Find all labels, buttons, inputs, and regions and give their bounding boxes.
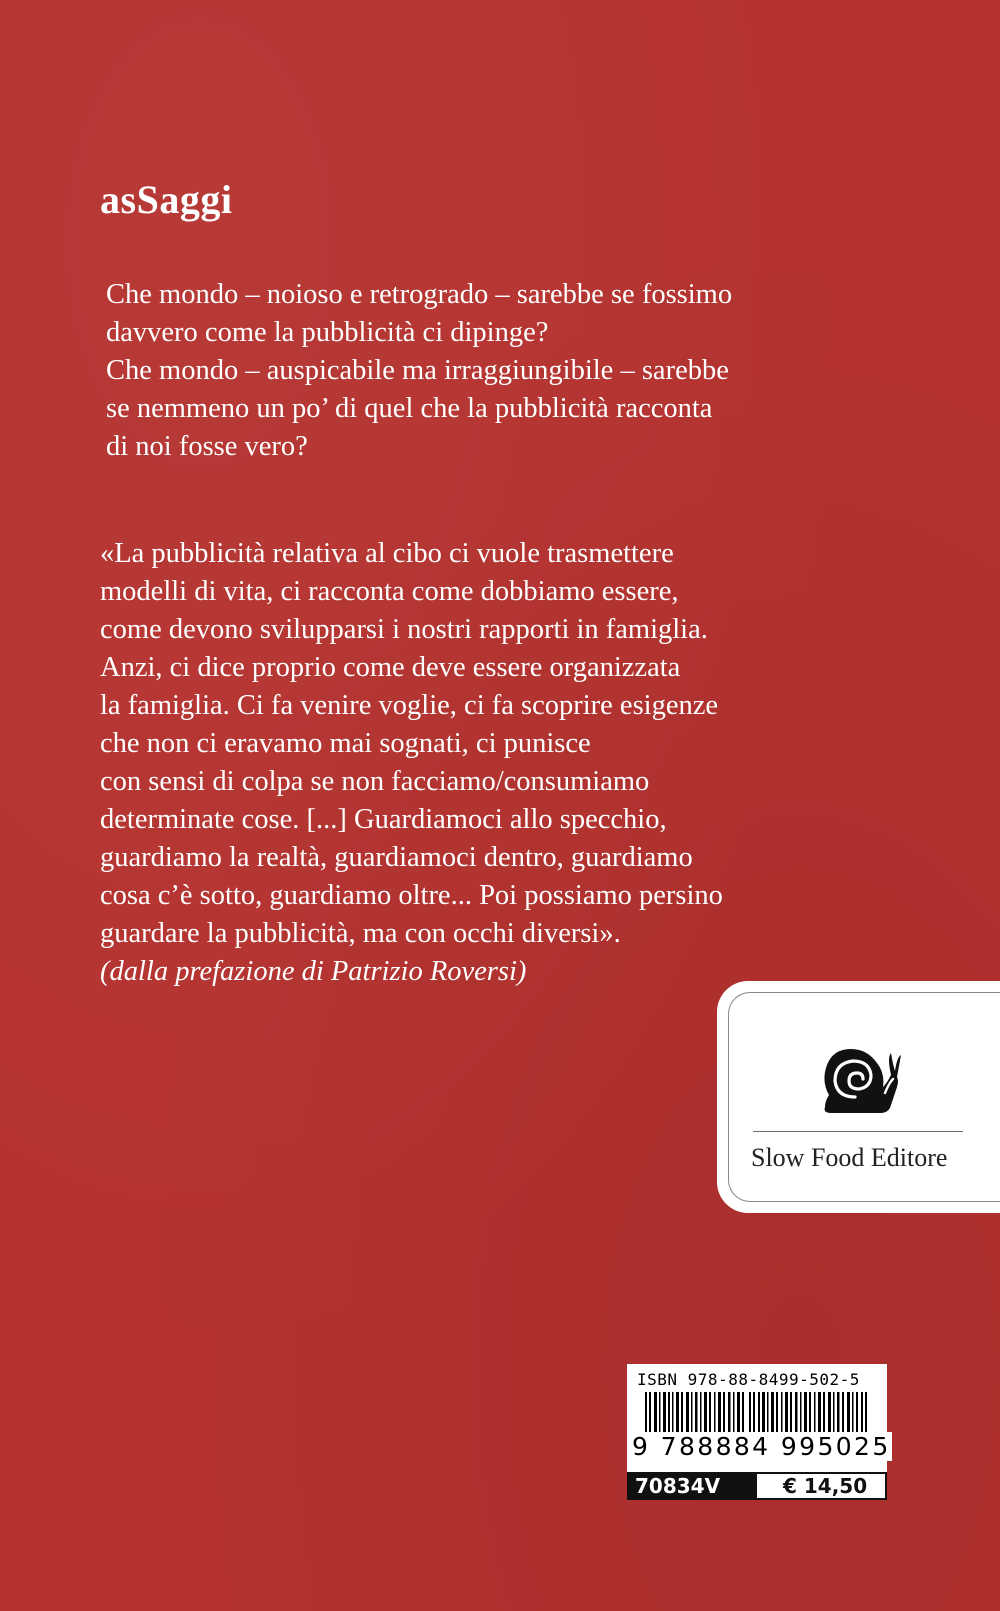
preface-quote <box>100 535 820 991</box>
code-price-row <box>627 1472 887 1500</box>
intro-text <box>106 276 826 466</box>
quote-attribution: (dalla prefazione di Patrizio Roversi) <box>100 956 527 987</box>
intro-line: davvero come la pubblicità ci dipinge? <box>106 317 549 348</box>
intro-line: se nemmeno un po’ di quel che la pubblicità racconta <box>106 393 713 424</box>
snail-icon <box>819 1043 901 1115</box>
quote-line: con sensi di colpa se non facciamo/consumiamo <box>100 766 650 797</box>
quote-line: come devono svilupparsi i nostri rapporti in famiglia. <box>100 614 708 645</box>
quote-line: guardiamo la realtà, guardiamoci dentro, guardiamo <box>100 842 693 873</box>
quote-line: cosa c’è sotto, guardiamo oltre... Poi possiamo persino <box>100 880 723 911</box>
barcode-digits <box>631 1432 891 1461</box>
isbn-number: ISBN 978-88-8499-502-5 <box>637 1370 860 1389</box>
intro-line: di noi fosse vero? <box>106 431 308 462</box>
publisher-badge-frame <box>728 992 1000 1202</box>
publisher-badge <box>720 984 1000 1210</box>
barcode-label <box>627 1364 891 1500</box>
quote-line: la famiglia. Ci fa venire voglie, ci fa scoprire esigenze <box>100 690 719 721</box>
intro-line: Che mondo – noioso e retrogrado – sarebbe se fossimo <box>106 279 733 310</box>
quote-line: modelli di vita, ci racconta come dobbiamo essere, <box>100 576 679 607</box>
quote-line: guardare la pubblicità, ma con occhi diversi». <box>100 918 621 949</box>
quote-line: determinate cose. [...] Guardiamoci allo specchio, <box>100 804 667 835</box>
intro-line: Che mondo – auspicabile ma irraggiungibile – sarebbe <box>106 355 729 386</box>
quote-line: che non ci eravamo mai sognati, ci punisce <box>100 728 591 759</box>
product-code: 70834V <box>627 1472 757 1500</box>
quote-line: Anzi, ci dice proprio come deve essere organizzata <box>100 652 681 683</box>
publisher-divider <box>753 1131 963 1132</box>
publisher-name: Slow Food Editore <box>751 1143 948 1172</box>
barcode-digits-text: 9 788884 995025 <box>632 1432 891 1461</box>
series-title: asSaggi <box>100 177 233 222</box>
price-label: € 14,50 <box>757 1472 887 1500</box>
quote-line: «La pubblicità relativa al cibo ci vuole trasmettere <box>100 538 674 569</box>
